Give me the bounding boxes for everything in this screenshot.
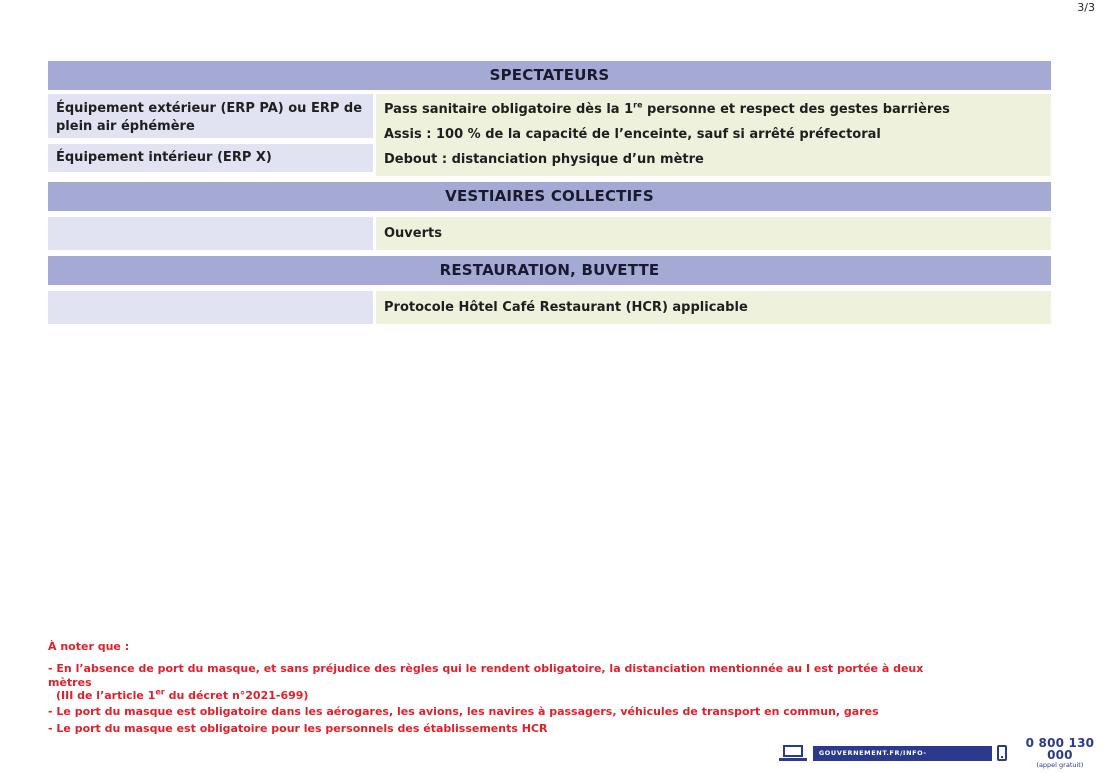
note-item-decret-ref: (III de l’article 1er du décret n°2021-699) [56,687,309,702]
phone-icon [997,745,1007,761]
vestiaires-left-cell [48,217,373,250]
restauration-row [48,291,1051,324]
debout-line: Debout : distanciation physique d’un mètre [384,152,704,167]
spectateurs-left-column [48,94,373,176]
section-header-spectateurs: SPECTATEURS [48,61,1051,90]
laptop-icon [779,745,807,761]
notes-title: À noter que : [48,640,130,653]
left-cell-interieur: Équipement intérieur (ERP X) [48,144,373,172]
section-header-vestiaires: VESTIAIRES COLLECTIFS [48,182,1051,211]
spectateurs-right-cell [376,94,1051,176]
vestiaires-right-cell: Ouverts [376,217,1051,250]
note-item-distanciation: - En l’absence de port du masque, et sans préjudice des règles qui le rendent obligatoire, la distanciation mentionnée au I est portée à deux mètres (III de l’article 1er du décret n°2021-699) [48,662,948,702]
section-header-restauration: RESTAURATION, BUVETTE [48,256,1051,285]
phone-info [1011,737,1109,769]
restauration-right-cell: Protocole Hôtel Café Restaurant (HCR) applicable [376,291,1051,324]
spectateurs-block [48,94,1051,176]
page-number: 3/3 [1077,1,1095,14]
notes-block [48,640,948,739]
pass-sanitaire-line: Pass sanitaire obligatoire dès la 1re personne et respect des gestes barrières [384,100,950,117]
gov-link[interactable]: GOUVERNEMENT.FR/INFO-CORONAVIRUS [813,746,992,761]
assis-line: Assis : 100 % de la capacité de l’enceinte, sauf si arrêté préfectoral [384,127,881,142]
rules-table [48,61,1051,330]
left-cell-exterieur: Équipement extérieur (ERP PA) ou ERP de plein air éphémère [48,94,373,138]
note-item-hcr: - Le port du masque est obligatoire pour les personnels des établissements HCR [48,722,548,735]
footer [779,736,1109,772]
phone-note: (appel gratuit) [1036,761,1084,769]
note-item-transports: - Le port du masque est obligatoire dans les aérogares, les avions, les navires à passagers, véhicules de transport en commun, gares [48,705,879,718]
restauration-left-cell [48,291,373,324]
vestiaires-row [48,217,1051,250]
phone-number[interactable]: 0 800 130 000 [1025,736,1095,762]
